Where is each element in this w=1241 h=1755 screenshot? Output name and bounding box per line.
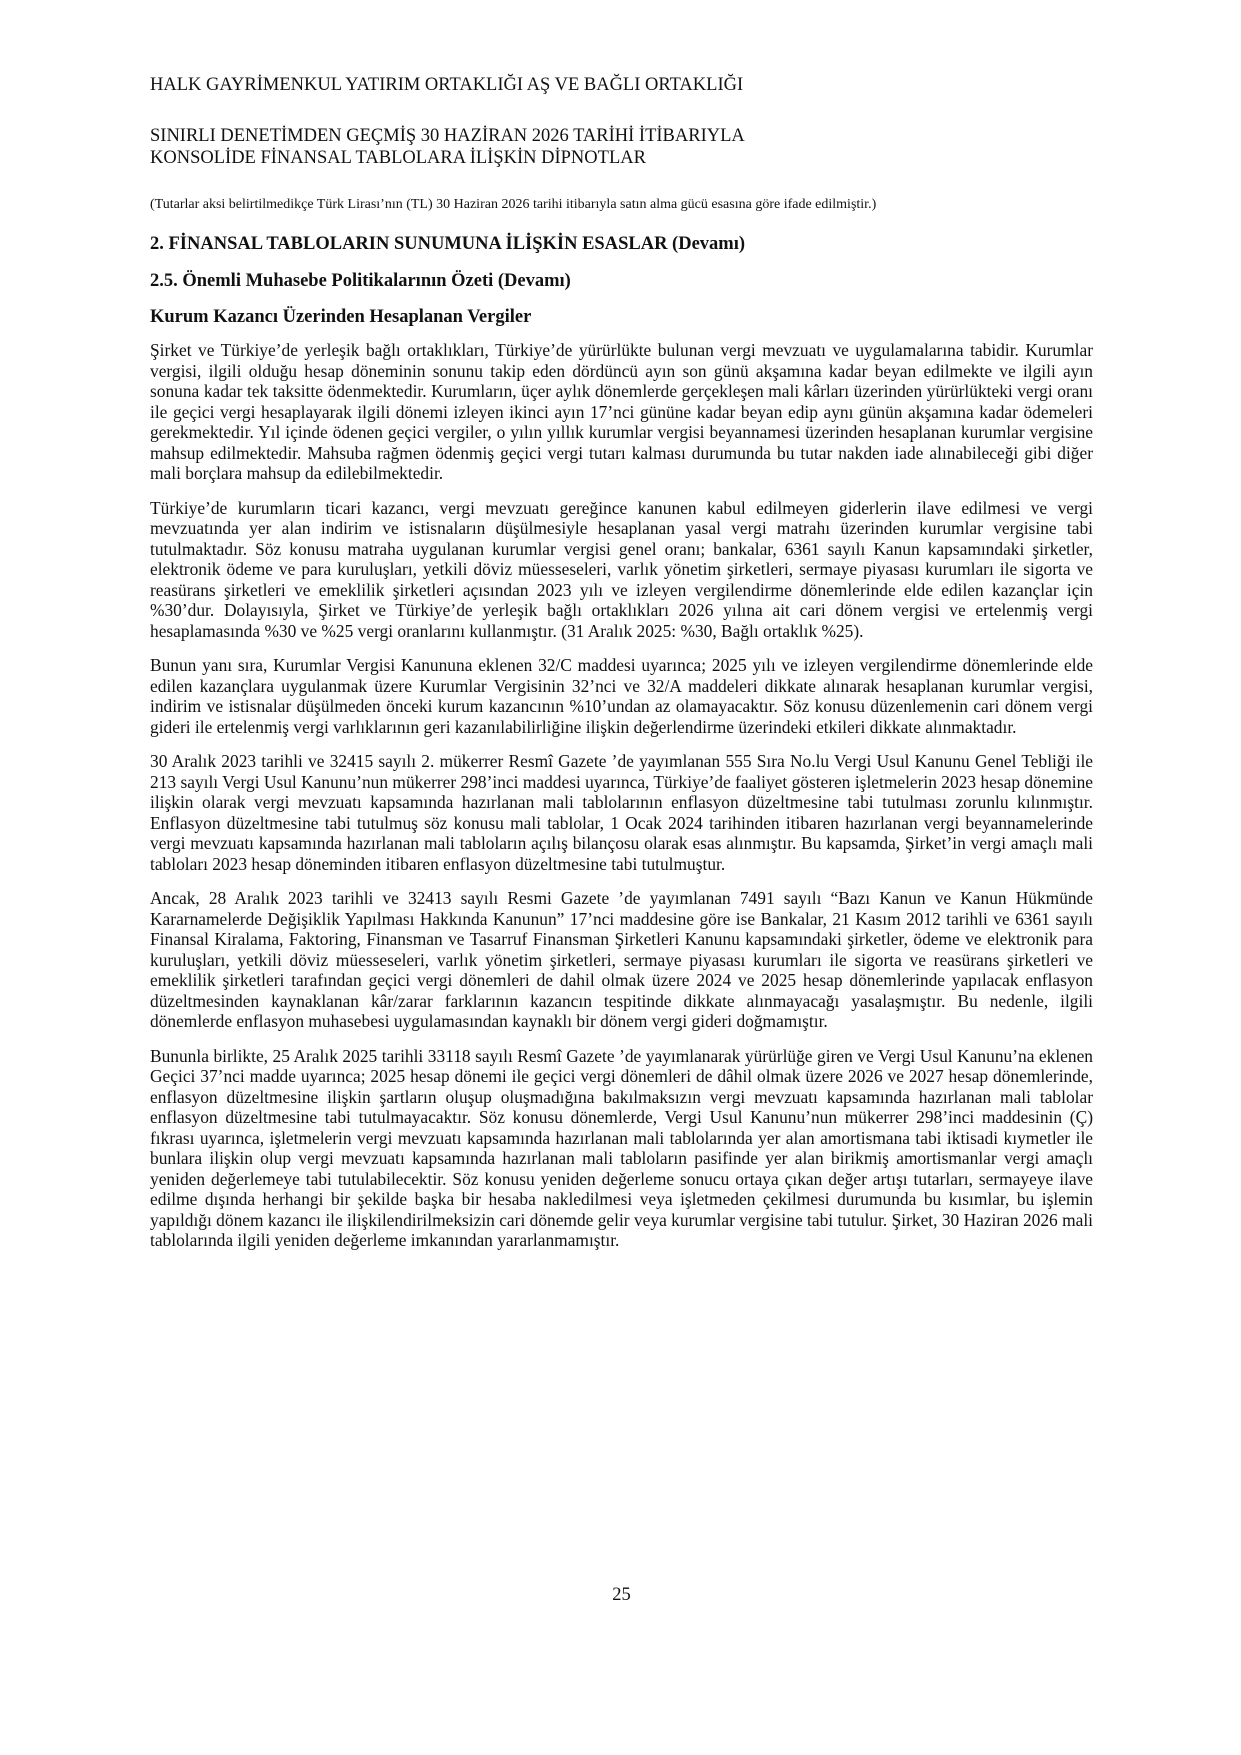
section-heading: 2. FİNANSAL TABLOLARIN SUNUMUNA İLİŞKİN ESASLAR (Devamı) — [150, 234, 745, 254]
topic-heading: Kurum Kazancı Üzerinden Hesaplanan Vergiler — [150, 307, 532, 327]
paragraph: Ancak, 28 Aralık 2023 tarihli ve 32413 sayılı Resmi Gazete ’de yayımlanan 7491 sayılı “Bazı Kanun ve Kanun Hükmünde Kararnamelerde Değişiklik Yapılması Hakkında Kanunun” 17’nci maddesine göre ise Bankalar, 21 Kasım 2012 tarihli ve 6361 sayılı Finansal Kiralama, Faktoring, Finansman ve Tasarruf Finansman Şirketleri Kanunu kapsamındaki şirketler, ödeme ve elektronik para kuruluşları, yetkili döviz müesseseleri, varlık yönetim şirketleri, sermaye piyasası kurumları ile sigorta ve reasürans şirketleri ve emeklilik şirketleri tarafından geçici vergi dönemleri de dahil olmak üzere 2024 ve 2025 hesap dönemlerinde yapılacak enflasyon düzeltmesinden kaynaklanan kâr/zarar farklarının kazancın tespitinde dikkate alınmayacağı yasalaşmıştır. Bu nedenle, ilgili dönemlerde enflasyon muhasebesi uygulamasından kaynaklı bir dönem vergi gideri doğmamıştır. — [150, 888, 1093, 1031]
paragraph: Bununla birlikte, 25 Aralık 2025 tarihli 33118 sayılı Resmî Gazete ’de yayımlanarak yürürlüğe giren ve Vergi Usul Kanunu’na eklenen Geçici 37’nci madde uyarınca; 2025 hesap dönemi ile geçici vergi dönemleri de dâhil olmak üzere 2026 ve 2027 hesap dönemlerinde, enflasyon düzeltmesine ilişkin şartların oluşup oluşmadığına bakılmaksızın vergi mevzuatı kapsamında hazırlanan mali tablolar enflasyon düzeltmesine tabi tutulmayacaktır. Söz konusu dönemlerde, Vergi Usul Kanunu’nun mükerrer 298’inci maddesinin (Ç) fıkrası uyarınca, işletmelerin vergi mevzuatı kapsamında hazırlanan mali tablolarında yer alan amortismana tabi iktisadi kıymetler ile bunlara ilişkin olup vergi mevzuatı kapsamında hazırlanan mali tabloların pasifinde yer alan birikmiş amortismanlar vergi amaçlı yeniden değerlemeye tabi tutulabilecektir. Söz konusu yeniden değerleme sonucu ortaya çıkan değer artışı tutarları, sermayeye ilave edilme dışında herhangi bir şekilde başka bir hesaba nakledilmesi veya işletmeden çekilmesi durumunda bu kısımlar, bu işlemin yapıldığı dönem kazancı ile ilişkilendirilmeksizin cari dönemde gelir veya kurumlar vergisine tabi tutulur. Şirket, 30 Haziran 2026 mali tablolarında ilgili yeniden değerleme imkanından yararlanmamıştır. — [150, 1045, 1093, 1250]
page-number: 25 — [612, 1585, 631, 1605]
company-name: HALK GAYRİMENKUL YATIRIM ORTAKLIĞI AŞ VE BAĞLI ORTAKLIĞI — [150, 75, 744, 95]
body-text — [150, 340, 1093, 1265]
subsection-heading: 2.5. Önemli Muhasebe Politikalarının Özeti (Devamı) — [150, 271, 571, 291]
paragraph: 30 Aralık 2023 tarihli ve 32415 sayılı 2. mükerrer Resmî Gazete ’de yayımlanan 555 Sıra No.lu Vergi Usul Kanunu Genel Tebliği ile 213 sayılı Vergi Usul Kanunu’nun mükerrer 298’inci maddesi uyarınca, Türkiye’de faaliyet gösteren işletmelerin 2023 hesap dönemine ilişkin olarak vergi mevzuatı kapsamında hazırlanan mali tablolarının enflasyon düzeltmesine tabi tutulması zorunlu kılınmıştır. Enflasyon düzeltmesine tabi tutulmuş söz konusu mali tablolar, 1 Ocak 2024 tarihinden itibaren hazırlanan vergi beyannamelerinde vergi mevzuatı kapsamında hazırlanan mali tabloların açılış bilançosu olarak esas alınmıştır. Bu kapsamda, Şirket’in vergi amaçlı mali tabloları 2023 hesap döneminden itibaren enflasyon düzeltmesine tabi tutulmuştur. — [150, 751, 1093, 874]
subtitle-line-2: KONSOLİDE FİNANSAL TABLOLARA İLİŞKİN DİPNOTLAR — [150, 148, 646, 168]
paragraph: Şirket ve Türkiye’de yerleşik bağlı ortaklıkları, Türkiye’de yürürlükte bulunan vergi mevzuatı ve uygulamalarına tabidir. Kurumlar vergisi, ilgili olduğu hesap döneminin sonunu takip eden dördüncü ayın son günü akşamına kadar beyan edilmekte ve ilgili ayın sonuna kadar tek taksitte ödenmektedir. Kurumların, üçer aylık dönemlerde gerçekleşen mali kârları üzerinden yürürlükteki vergi oranı ile geçici vergi hesaplayarak ilgili dönemi izleyen ikinci ayın 17’nci gününe kadar beyan edip aynı günün akşamına kadar ödemeleri gerekmektedir. Yıl içinde ödenen geçici vergiler, o yılın yıllık kurumlar vergisi beyannamesi üzerinden hesaplanan kurumlar vergisine mahsup edilmektedir. Mahsuba rağmen ödenmiş geçici vergi tutarı kalması durumunda bu tutar nakden iade alınabileceği gibi diğer mali borçlara mahsup da edilebilmektedir. — [150, 340, 1093, 483]
paragraph: Türkiye’de kurumların ticari kazancı, vergi mevzuatı gereğince kanunen kabul edilmeyen giderlerin ilave edilmesi ve vergi mevzuatında yer alan indirim ve istisnaların düşülmesiyle hesaplanan yasal vergi matrahı üzerinden kurumlar vergisine tabi tutulmaktadır. Söz konusu matraha uygulanan kurumlar vergisi genel oranı; bankalar, 6361 sayılı Kanun kapsamındaki şirketler, elektronik ödeme ve para kuruluşları, yetkili döviz müesseseleri, varlık yönetim şirketleri, sermaye piyasası kurumları ile sigorta ve reasürans şirketleri ve emeklilik şirketleri açısından 2023 yılı ve izleyen vergilendirme dönemlerinde elde edilen kazançlar için %30’dur. Dolayısıyla, Şirket ve Türkiye’de yerleşik bağlı ortaklıkları 2026 yılına ait cari dönem vergisi ve ertelenmiş vergi hesaplamasında %30 ve %25 vergi oranlarını kullanmıştır. (31 Aralık 2025: %30, Bağlı ortaklık %25). — [150, 497, 1093, 641]
paragraph: Bunun yanı sıra, Kurumlar Vergisi Kanununa eklenen 32/C maddesi uyarınca; 2025 yılı ve izleyen vergilendirme dönemlerinde elde edilen kazançlara uygulanmak üzere Kurumlar Vergisinin 32’nci ve 32/A maddeleri dikkate alınarak hesaplanan kurumlar vergisi, indirim ve istisnalar düşülmeden önceki kurum kazancının %10’undan az olamayacaktır. Söz konusu düzenlemenin cari dönem vergi gideri ile ertelenmiş vergi varlıklarının geri kazanılabilirliğine ilişkin değerlendirme üzerindeki etkileri dikkate alınmaktadır. — [150, 655, 1093, 737]
currency-note: (Tutarlar aksi belirtilmedikçe Türk Lirası’nın (TL) 30 Haziran 2026 tarihi itibarıyla satın alma gücü esasına göre ifade edilmiştir.) — [150, 197, 877, 212]
report-subtitle — [150, 125, 745, 169]
subtitle-line-1: SINIRLI DENETİMDEN GEÇMİŞ 30 HAZİRAN 2026 TARİHİ İTİBARIYLA — [150, 126, 745, 146]
